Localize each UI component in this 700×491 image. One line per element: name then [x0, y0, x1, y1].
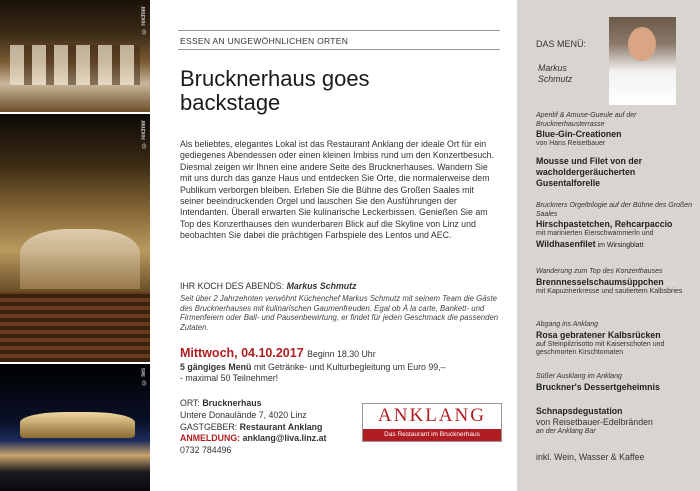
course-7-note: an der Anklang Bar [536, 428, 596, 435]
concert-hall-photo [0, 114, 150, 362]
course-4 [536, 268, 696, 296]
course-6-note: Süßer Ausklang im Anklang [536, 373, 622, 380]
chef-name: Markus Schmutz [286, 281, 357, 291]
course-4-desc: mit Kapuzinerkresse und sautiertem Kalbsbries [536, 287, 683, 295]
menu-price-line [180, 362, 500, 385]
chef-portrait [609, 17, 676, 105]
course-7-title: Schnapsdegustation [536, 406, 623, 416]
course-2-title: Mousse und Filet von der wacholdergeräucherten Gusentalforelle [536, 156, 643, 188]
seats-graphic [0, 292, 150, 362]
course-6 [536, 373, 696, 393]
chef-heading [180, 281, 356, 291]
ort-value: Brucknerhaus [202, 398, 262, 408]
host-value: Restaurant Anklang [239, 421, 323, 432]
building-graphic [20, 412, 135, 438]
event-date-line [180, 346, 376, 360]
intro-paragraph: Als beliebtes, elegantes Lokal ist das Restaurant Anklang der ideale Ort für ein gediegenes Abendessen oder einen kleinen Imbiss rund um den Konzertbesuch. Diesmal zeigen wir Ihnen eine andere Seite des Brucknerhauses. Wandern Sie mit uns durch das ganze Haus und entdecken Sie Orte, die normalerweise dem Publikum verborgen bleiben. Erleben Sie die Bühne des Großen Saales mit seiner beeindruckenden Orgel und lauschen Sie den Ausführungen der Intendanten. Überall erwarten Sie kulinarische Leckerbissen. Genießen Sie am Top des Konzerthauses den wunderbaren Blick auf die Skyline von Linz und beobachten Sie dabei die prächtigen Farbspiele des Lentos und AEC. [180, 139, 494, 241]
chef-last-name: Schmutz [538, 74, 573, 84]
event-begin: Beginn 18.30 Uhr [307, 349, 376, 359]
course-5 [536, 321, 696, 358]
title-line-2: backstage [180, 90, 281, 115]
course-3 [536, 202, 696, 251]
course-1-note: Aperitif & Amuse-Gueule auf der Brucknerhausterrasse [536, 112, 637, 128]
ort-label: ORT: [180, 398, 203, 408]
course-4-title: Brennnesselschaumsüppchen [536, 276, 664, 287]
course-3-note: Bruckners Orgeltrilogie auf der Bühne des Großen Saales [536, 202, 693, 218]
course-6-title: Bruckner's Dessertgeheimnis [536, 381, 660, 392]
course-3-desc: mit marinierten Eierschwammerln und [536, 230, 654, 238]
chef-description: Seit über 2 Jahrzehnten verwöhnt Küchenchef Markus Schmutz mit seinem Team die Gäste des Brucknerhauses mit kulinarischen Gaumenfreuden. Egal ob À la carte, Bankett- und Firmenfeiern oder Ball- und Pausenbewirtung, er findet für jeden Geschmack die passenden Zutaten. [180, 294, 499, 332]
menu-footer: inkl. Wein, Wasser & Kaffee [536, 452, 645, 462]
course-2 [536, 156, 696, 189]
course-1-title: Blue-Gin-Creationen [536, 129, 622, 140]
section-kicker: ESSEN AN UNGEWÖHNLICHEN ORTEN [180, 36, 349, 46]
logo-wordmark: ANKLANG [378, 405, 486, 426]
dining-tables-graphic [10, 45, 140, 85]
page-title [180, 67, 480, 115]
max-participants: - maximal 50 Teilnehmer! [180, 373, 279, 384]
sidebar-chef-name [538, 63, 572, 85]
building-night-photo [0, 364, 150, 491]
photo-credit: © reichler [141, 120, 147, 148]
course-3-title-2: Wildhasenfilet [536, 238, 596, 249]
title-line-1: Brucknerhaus goes [180, 66, 370, 91]
course-5-title: Rosa gebratener Kalbsrücken [536, 329, 661, 340]
registration-email[interactable]: anklang@liva.linz.at [242, 433, 327, 444]
course-3-inline: im Wirsingblatt [595, 241, 644, 249]
photo-column [0, 0, 150, 491]
top-rule [178, 30, 500, 31]
photo-credit: © reichler [141, 6, 147, 34]
logo-tagline: Das Restaurant im Brucknerhaus [363, 429, 501, 441]
event-info [180, 398, 370, 457]
course-3-title: Hirschpastetchen, Rehcarpaccio [536, 219, 673, 230]
course-5-desc: auf Steinpilzrisotto mit Kaiserschoten und geschmorten Kirschtomaten [536, 340, 665, 357]
menu-heading: DAS MENÜ: [536, 39, 587, 49]
course-5-note: Abgang ins Anklang [536, 321, 599, 328]
chef-face-graphic [628, 27, 656, 61]
course-1 [536, 112, 696, 149]
photo-credit: © lws [141, 368, 147, 385]
phone: 0732 784496 [180, 445, 232, 456]
course-4-note: Wanderung zum Top des Konzerthauses [536, 268, 663, 275]
course-1-by: von Hans Reisetbauer [536, 140, 606, 148]
stage-graphic [20, 229, 140, 289]
course-7 [536, 406, 696, 437]
kicker-rule [178, 49, 500, 50]
anklang-logo [362, 403, 502, 442]
chef-first-name: Markus [538, 63, 567, 73]
event-date: Mittwoch, 04.10.2017 [180, 346, 304, 360]
course-7-by: von Reisetbauer-Edelbränden [536, 417, 653, 427]
menu-bold: 5 gängiges Menü [180, 362, 252, 372]
address: Untere Donaulände 7, 4020 Linz [180, 409, 307, 420]
menu-rest: mit Getränke- und Kulturbegleitung um Euro 99,– [251, 362, 446, 372]
registration-label: ANMELDUNG: [180, 433, 243, 444]
host-label: GASTGEBER: [180, 421, 240, 432]
chef-label: IHR KOCH DES ABENDS: [180, 281, 285, 291]
restaurant-photo [0, 0, 150, 112]
